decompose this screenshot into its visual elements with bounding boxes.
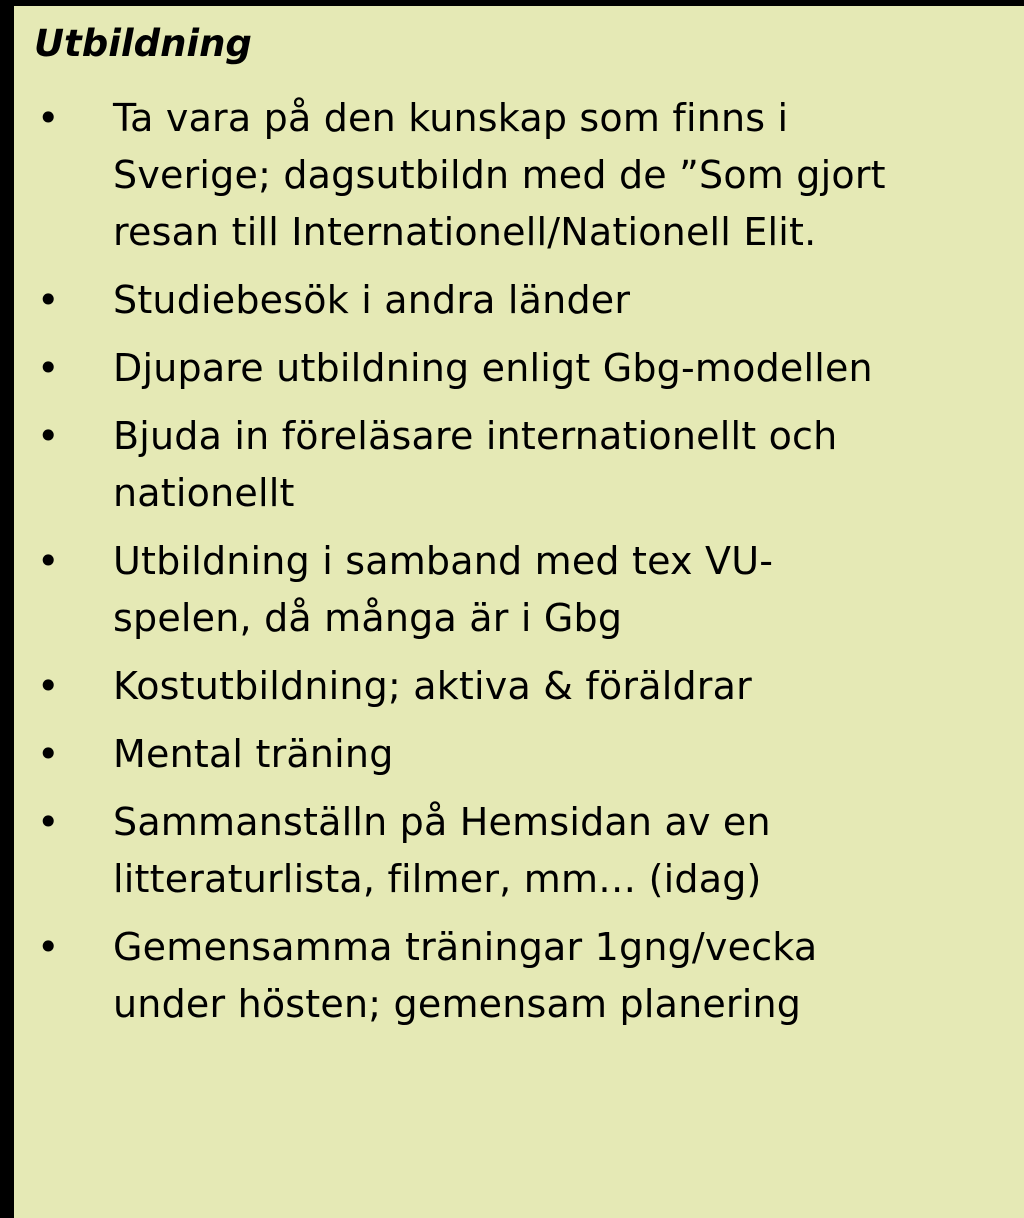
- bullet-icon: •: [37, 732, 60, 776]
- bullet-icon: •: [37, 346, 60, 390]
- list-item-text: Ta vara på den kunskap som finns i Sverige; dagsutbildn med de ”Som gjort resan till Internationell/Nationell Elit.: [113, 96, 886, 254]
- bullet-list: [14, 90, 1024, 1044]
- list-item: [14, 794, 1024, 908]
- list-item: [14, 272, 1024, 329]
- bullet-icon: •: [37, 278, 60, 322]
- content-panel: [14, 6, 1024, 1218]
- bullet-icon: •: [37, 664, 60, 708]
- bullet-icon: •: [37, 96, 60, 140]
- list-item-text: Gemensamma träningar 1gng/vecka under hösten; gemensam planering: [113, 925, 818, 1026]
- list-item-text: Mental träning: [113, 732, 394, 776]
- list-item: [14, 726, 1024, 783]
- list-item-text: Djupare utbildning enligt Gbg-modellen: [113, 346, 873, 390]
- list-item: [14, 919, 1024, 1033]
- list-item: [14, 658, 1024, 715]
- list-item: [14, 408, 1024, 522]
- list-item-text: Studiebesök i andra länder: [113, 278, 631, 322]
- bullet-icon: •: [37, 800, 60, 844]
- list-item: [14, 340, 1024, 397]
- list-item-text: Kostutbildning; aktiva & föräldrar: [113, 664, 752, 708]
- list-item: [14, 90, 1024, 261]
- list-item-text: Sammanställn på Hemsidan av en litteraturlista, filmer, mm… (idag): [113, 800, 771, 901]
- list-item-text: Bjuda in föreläsare internationellt och nationellt: [113, 414, 838, 515]
- bullet-icon: •: [37, 539, 60, 583]
- section-heading: Utbildning: [34, 22, 252, 65]
- bullet-icon: •: [37, 925, 60, 969]
- list-item: [14, 533, 1024, 647]
- bullet-icon: •: [37, 414, 60, 458]
- list-item-text: Utbildning i samband med tex VU- spelen, då många är i Gbg: [113, 539, 774, 640]
